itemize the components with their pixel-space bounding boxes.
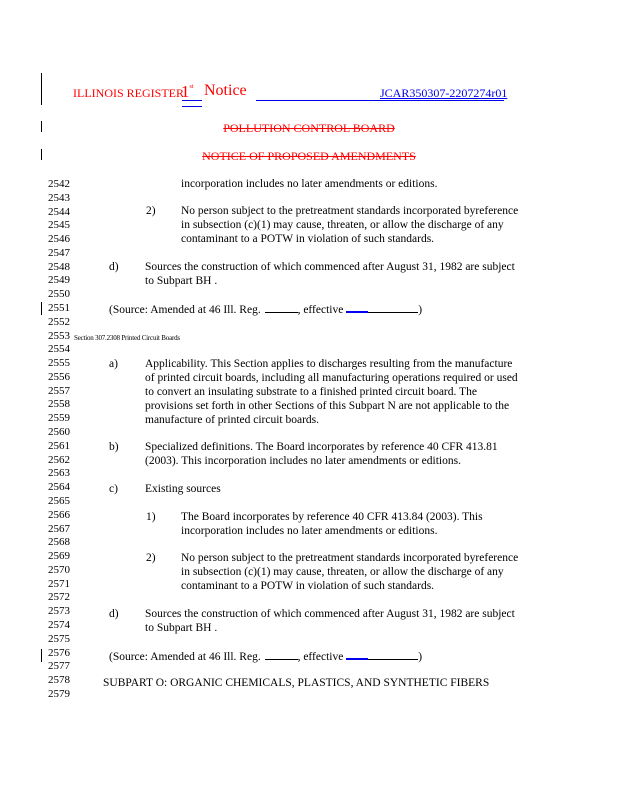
item-label: c) bbox=[109, 483, 118, 495]
text-line: Existing sources bbox=[145, 483, 221, 495]
line-number: 2553 bbox=[48, 329, 70, 342]
source-note: (Source: Amended at 46 Ill. Reg. , effective ) bbox=[109, 651, 423, 663]
change-bar bbox=[41, 302, 42, 315]
change-bar bbox=[41, 73, 42, 105]
section-heading: Section 307.2308 Printed Circuit Boards bbox=[74, 334, 180, 342]
line-number: 2544 bbox=[48, 205, 70, 218]
text-line: incorporation includes no later amendments or editions. bbox=[181, 525, 438, 537]
line-number: 2579 bbox=[48, 687, 70, 700]
line-number: 2549 bbox=[48, 274, 70, 287]
item-label: 2) bbox=[146, 552, 156, 564]
item-label: d) bbox=[109, 261, 119, 273]
line-number: 2574 bbox=[48, 618, 70, 631]
effective-date-blank bbox=[346, 302, 418, 313]
line-number: 2551 bbox=[48, 302, 70, 315]
board-title: POLLUTION CONTROL BOARD bbox=[223, 121, 395, 135]
text-line: No person subject to the pretreatment standards incorporated byreference bbox=[181, 552, 519, 564]
text-line: contaminant to a POTW in violation of such standards. bbox=[181, 580, 435, 592]
line-number: 2578 bbox=[48, 674, 70, 687]
register-label: ILLINOIS REGISTER bbox=[73, 86, 184, 100]
item-label: 2) bbox=[146, 205, 156, 217]
line-number: 2573 bbox=[48, 605, 70, 618]
text-line: incorporation includes no later amendments or editions. bbox=[181, 178, 438, 190]
line-number: 2564 bbox=[48, 481, 70, 494]
change-bar bbox=[41, 649, 42, 662]
text-line: Sources the construction of which commenced after August 31, 1982 are subject bbox=[145, 261, 515, 273]
text-line: The Board incorporates by reference 40 CFR 413.84 (2003). This bbox=[181, 511, 483, 523]
text-line: provisions set forth in other Sections of this Subpart N are not applicable to the bbox=[145, 400, 510, 412]
text-line: to convert an insulating substrate to a finished printed circuit board. The bbox=[145, 386, 477, 398]
text-line: Applicability. This Section applies to discharges resulting from the manufacture bbox=[145, 358, 513, 370]
line-number: 2562 bbox=[48, 453, 70, 466]
line-number: 2555 bbox=[48, 357, 70, 370]
text-line: Specialized definitions. The Board incorporates by reference 40 CFR 413.81 bbox=[145, 441, 498, 453]
item-label: d) bbox=[109, 608, 119, 620]
text-line: in subsection (c)(1) may cause, threaten, or allow the discharge of any bbox=[181, 219, 504, 231]
effective-date-blank bbox=[346, 649, 418, 660]
item-label: b) bbox=[109, 441, 119, 453]
line-number: 2570 bbox=[48, 563, 70, 576]
line-number: 2561 bbox=[48, 439, 70, 452]
header-rule bbox=[182, 100, 202, 101]
line-number: 2566 bbox=[48, 508, 70, 521]
line-number: 2565 bbox=[48, 494, 70, 507]
line-number: 2563 bbox=[48, 467, 70, 480]
line-number: 2560 bbox=[48, 426, 70, 439]
line-number: 2556 bbox=[48, 370, 70, 383]
line-number: 2557 bbox=[48, 384, 70, 397]
line-number: 2548 bbox=[48, 260, 70, 273]
item-label: a) bbox=[109, 358, 118, 370]
header-rule bbox=[182, 106, 202, 107]
line-number: 2572 bbox=[48, 591, 70, 604]
line-number: 2576 bbox=[48, 646, 70, 659]
text-line: to Subpart BH . bbox=[145, 275, 218, 287]
line-number: 2542 bbox=[48, 178, 70, 190]
line-number: 2550 bbox=[48, 288, 70, 301]
text-line: manufacture of printed circuit boards. bbox=[145, 414, 320, 426]
subpart-heading: SUBPART O: ORGANIC CHEMICALS, PLASTICS, AND SYNTHETIC FIBERS bbox=[103, 677, 490, 689]
text-line: (2003). This incorporation includes no later amendments or editions. bbox=[145, 455, 461, 467]
line-number: 2547 bbox=[48, 246, 70, 259]
notice-label: Notice bbox=[204, 82, 247, 99]
line-number: 2543 bbox=[48, 191, 70, 204]
text-line: of printed circuit boards, including all manufacturing operations required or used bbox=[145, 372, 518, 384]
line-number: 2568 bbox=[48, 536, 70, 549]
line-number: 2554 bbox=[48, 343, 70, 356]
page-number: 1st bbox=[181, 82, 194, 101]
notice-title: NOTICE OF PROPOSED AMENDMENTS bbox=[202, 149, 416, 163]
line-number: 2558 bbox=[48, 398, 70, 411]
line-number: 2571 bbox=[48, 577, 70, 590]
jcar-id: JCAR350307-2207274r01 bbox=[380, 86, 508, 100]
line-number: 2569 bbox=[48, 550, 70, 563]
text-line: No person subject to the pretreatment standards incorporated byreference bbox=[181, 205, 519, 217]
text-line: to Subpart BH . bbox=[145, 622, 218, 634]
text-line: in subsection (c)(1) may cause, threaten, or allow the discharge of any bbox=[181, 566, 504, 578]
line-number: 2546 bbox=[48, 233, 70, 246]
line-number: 2545 bbox=[48, 219, 70, 232]
line-number: 2559 bbox=[48, 412, 70, 425]
source-note: (Source: Amended at 46 Ill. Reg. , effective ) bbox=[109, 304, 423, 316]
line-number: 2577 bbox=[48, 660, 70, 673]
line-number: 2575 bbox=[48, 632, 70, 645]
text-line: Sources the construction of which commenced after August 31, 1982 are subject bbox=[145, 608, 515, 620]
item-label: 1) bbox=[146, 511, 156, 523]
line-number: 2552 bbox=[48, 315, 70, 328]
line-number: 2567 bbox=[48, 522, 70, 535]
text-line: contaminant to a POTW in violation of such standards. bbox=[181, 233, 435, 245]
